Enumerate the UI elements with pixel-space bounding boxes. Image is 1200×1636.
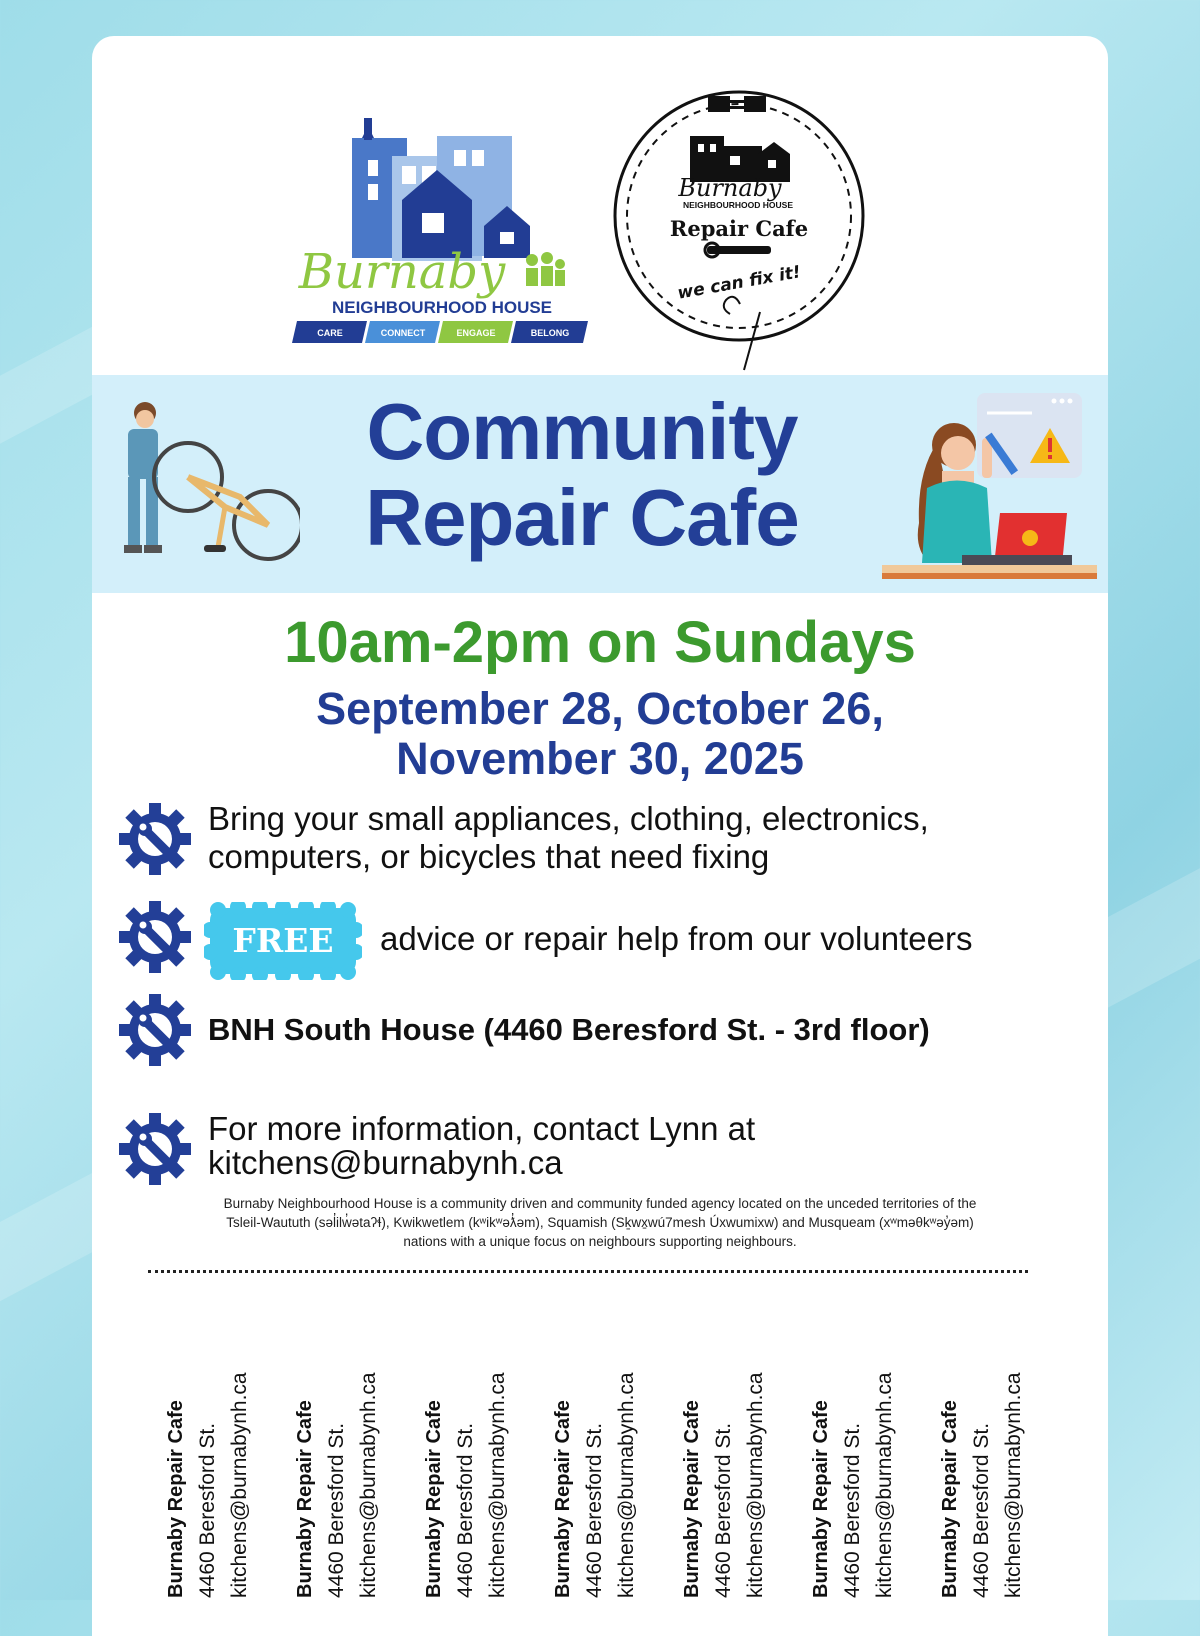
tab-email: kitchens@burnabynh.ca <box>228 1372 251 1598</box>
tab-email: kitchens@burnabynh.ca <box>357 1372 380 1598</box>
tear-off-tab[interactable] <box>289 1296 409 1606</box>
title-line-repair-cafe: Repair Cafe <box>365 473 799 562</box>
page-title <box>282 389 882 561</box>
tear-off-tab[interactable] <box>676 1296 796 1606</box>
acknowledgement-line1: Burnaby Neighbourhood House is a community driven and community funded agency located on the unceded territories of the <box>223 1196 977 1211</box>
bnh-pillar-connect: CONNECT <box>380 328 426 338</box>
tab-name: Burnaby Repair Cafe <box>681 1400 703 1598</box>
tab-name: Burnaby Repair Cafe <box>939 1400 961 1598</box>
gear-wrench-icon <box>118 993 192 1067</box>
event-time: 10am-2pm on Sundays <box>284 610 916 675</box>
feature-row-location <box>118 991 1098 1071</box>
tab-name: Burnaby Repair Cafe <box>294 1400 316 1598</box>
repair-cafe-logo <box>612 84 867 374</box>
free-badge-label: FREE <box>232 921 334 960</box>
tab-address: 4460 Beresford St. <box>454 1422 477 1598</box>
event-dates-line1: September 28, October 26, <box>316 683 884 734</box>
bnh-pillar-belong: BELONG <box>530 328 570 338</box>
gear-wrench-icon <box>118 1112 192 1186</box>
title-line-community: Community <box>366 387 798 476</box>
title-banner <box>92 375 1108 593</box>
woman-with-laptop-illustration <box>882 383 1097 588</box>
feature-free-text: advice or repair help from our volunteers <box>380 920 973 957</box>
bnh-logo-script: Burnaby <box>298 244 506 300</box>
tab-email: kitchens@burnabynh.ca <box>1002 1372 1025 1598</box>
tab-address: 4460 Beresford St. <box>712 1422 735 1598</box>
feature-items-line1: Bring your small appliances, clothing, electronics, <box>208 800 929 837</box>
tab-address: 4460 Beresford St. <box>841 1422 864 1598</box>
repair-cafe-logo-wordmark: NEIGHBOURHOOD HOUSE <box>682 200 794 210</box>
contact-email[interactable]: kitchens@burnabynh.ca <box>208 1144 563 1181</box>
acknowledgement-line2: Tsleil-Waututh (səl̓ilw̓ətaʔɬ), Kwikwetlem (kʷikʷəƛ̓əm), Squamish (Sḵwx̱wú7mesh Úxwumixw) and Musqueam (xʷməθkʷəy̓əm) <box>226 1215 974 1230</box>
bnh-logo-wordmark: NEIGHBOURHOOD HOUSE <box>331 298 553 317</box>
gear-wrench-icon <box>118 900 192 974</box>
tab-name: Burnaby Repair Cafe <box>552 1400 574 1598</box>
feature-contact-line1: For more information, contact Lynn at <box>208 1110 756 1147</box>
bicycle-repair-illustration <box>100 397 300 572</box>
feature-contact-text <box>208 1112 755 1180</box>
repair-cafe-logo-script: Burnaby <box>678 174 782 202</box>
gear-wrench-icon <box>118 802 192 876</box>
feature-row-items <box>118 800 1098 880</box>
repair-cafe-logo-tagline: we can fix it! <box>676 262 803 304</box>
tab-email: kitchens@burnabynh.ca <box>873 1372 896 1598</box>
feature-items-line2: computers, or bicycles that need fixing <box>208 838 770 875</box>
tab-name: Burnaby Repair Cafe <box>165 1400 187 1598</box>
tear-off-tab[interactable] <box>934 1296 1054 1606</box>
feature-items-text <box>208 800 929 876</box>
tab-email: kitchens@burnabynh.ca <box>744 1372 767 1598</box>
bnh-pillar-care: CARE <box>317 328 343 338</box>
burnaby-neighbourhood-house-logo <box>292 108 592 353</box>
tab-name: Burnaby Repair Cafe <box>423 1400 445 1598</box>
tab-address: 4460 Beresford St. <box>196 1422 219 1598</box>
tear-off-tab[interactable] <box>160 1296 280 1606</box>
event-dates <box>92 684 1108 784</box>
tab-name: Burnaby Repair Cafe <box>810 1400 832 1598</box>
tab-address: 4460 Beresford St. <box>583 1422 606 1598</box>
tear-off-divider <box>148 1270 1028 1273</box>
tab-email: kitchens@burnabynh.ca <box>486 1372 509 1598</box>
tear-off-tab[interactable] <box>547 1296 667 1606</box>
tab-address: 4460 Beresford St. <box>970 1422 993 1598</box>
land-acknowledgement <box>132 1194 1068 1251</box>
tab-email: kitchens@burnabynh.ca <box>615 1372 638 1598</box>
acknowledgement-line3: nations with a unique focus on neighbours supporting neighbours. <box>403 1234 797 1249</box>
tab-address: 4460 Beresford St. <box>325 1422 348 1598</box>
feature-row-free <box>118 892 1098 988</box>
tear-off-tab[interactable] <box>805 1296 925 1606</box>
bnh-pillar-engage: ENGAGE <box>456 328 496 338</box>
feature-row-contact <box>118 1108 1098 1192</box>
feature-location-text: BNH South House (4460 Beresford St. - 3rd floor) <box>208 1012 930 1047</box>
tear-off-tab[interactable] <box>418 1296 538 1606</box>
repair-cafe-logo-title: Repair Cafe <box>669 216 809 241</box>
flyer-card <box>92 36 1108 1636</box>
event-dates-line2: November 30, 2025 <box>396 733 804 784</box>
